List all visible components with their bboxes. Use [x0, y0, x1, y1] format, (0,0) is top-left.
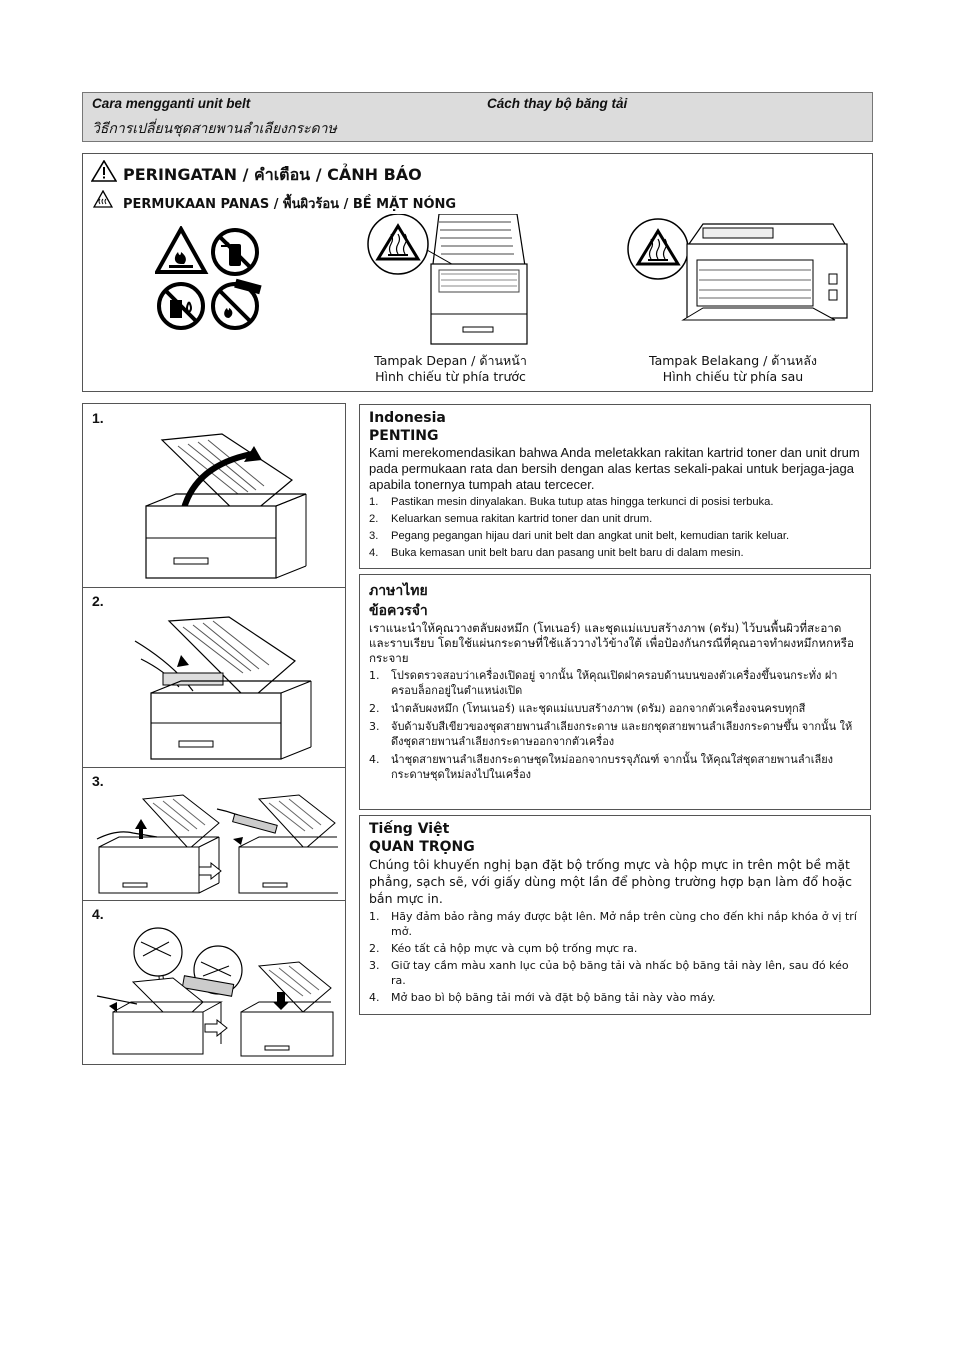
step4-install-belt-illustration: [93, 922, 338, 1060]
language-name: Tiếng Việt: [369, 821, 450, 837]
list-item: 4. Buka kemasan unit belt baru dan pasang unit belt baru di dalam mesin.: [369, 547, 744, 559]
list-item: 4. Mở bao bì bộ băng tải mới và đặt bộ băng tải này vào máy.: [369, 991, 716, 1004]
intro-paragraph: Chúng tôi khuyến nghị bạn đặt bộ trống mực và hộp mực in trên một bề mặt phẳng, sạch sẽ, với giấy dùng một lần để phòng trường hợp bạn làm đổ hoặc bắn mực in.: [369, 857, 853, 906]
step-4: [83, 900, 345, 1064]
title-bar: [82, 92, 873, 142]
intro-paragraph: Kami merekomendasikan bahwa Anda meletakkan rakitan kartrid toner dan unit drum pada permukaan rata dan bersih dengan alas kertas sekali-pakai untuk berjaga-jaga apabila tonernya tumpah atau tercecer.: [369, 445, 860, 492]
back-view-illustration: [623, 214, 853, 334]
list-item: 4. นำชุดสายพานลำเลียงกระดาษชุดใหม่ออกจากบรรจุภัณฑ์ จากนั้น ให้คุณใส่ชุดสายพานลำเลียงกระดาษชุดใหม่ลงไปในเครื่อง: [369, 753, 834, 781]
intro-paragraph: เราแนะนำให้คุณวางตลับผงหมึก (โทเนอร์) และชุดแม่แบบสร้างภาพ (ดรัม) ไว้บนพื้นผิวที่สะอาดและราบเรียบ โดยใช้แผ่นกระดาษที่ใช้แล้ววางไว้ข้างใต้ เพื่อป้องกันกรณีที่คุณอาจทำผงหมึกหกหรือกระจาย: [369, 621, 854, 665]
important-heading: PENTING: [369, 428, 439, 444]
section-thai: [359, 574, 871, 810]
list-item: 1. โปรดตรวจสอบว่าเครื่องเปิดอยู่ จากนั้น ให้คุณเปิดฝาครอบด้านบนของตัวเครื่องขึ้นจนกระทั่ง ฝาครอบล็อกอยู่ในตำแหน่งเปิด: [369, 669, 838, 697]
step-1: [83, 404, 345, 588]
no-spray-icon: [213, 230, 257, 274]
no-fire-disposal-icon: [213, 279, 262, 328]
back-caption-line1: Tampak Belakang / ด้านหลัง: [649, 353, 817, 368]
step-number: 3.: [92, 773, 104, 789]
important-heading: ข้อควรจำ: [369, 603, 428, 619]
back-caption-line2: Hình chiếu từ phía sau: [662, 369, 804, 384]
list-item: 2. นำตลับผงหมึก (โทนเนอร์) และชุดแม่แบบสร้างภาพ (ดรัม) ออกจากตัวเครื่องจนครบทุกสี: [369, 702, 806, 715]
title-vietnamese: Cách thay bộ băng tải: [487, 96, 628, 111]
list-item: 2. Keluarkan semua rakitan kartrid toner dan unit drum.: [369, 513, 653, 525]
language-name: Indonesia: [369, 410, 446, 426]
important-heading: QUAN TRỌNG: [369, 839, 475, 855]
warning-title: PERINGATAN / คำเตือน / CẢNH BÁO: [123, 165, 422, 184]
instruction-list: [369, 909, 861, 1005]
list-item: 1. Hãy đảm bảo rằng máy được bật lên. Mở nắp trên cùng cho đến khi nắp khóa ở vị trí mở.: [369, 910, 857, 938]
list-item: 2. Kéo tất cả hộp mực và cụm bộ trống mực ra.: [369, 942, 638, 955]
section-vietnamese: [359, 815, 871, 1015]
step-number: 1.: [92, 410, 104, 426]
list-item: 3. Pegang pegangan hijau dari unit belt dan angkat unit belt, kemudian tarik keluar.: [369, 530, 790, 542]
flammable-icon: [157, 229, 205, 272]
warning-panel: [82, 153, 873, 392]
instruction-list: [369, 495, 861, 561]
list-item: 1. Pastikan mesin dinyalakan. Buka tutup atas hingga terkunci di posisi terbuka.: [369, 496, 774, 508]
no-liquid-icon: [159, 284, 203, 328]
step-3: [83, 767, 345, 901]
title-thai: วิธีการเปลี่ยนชุดสายพานลำเลียงกระดาษ: [92, 121, 337, 137]
front-caption-line2: Hình chiếu từ phía trước: [375, 369, 526, 384]
language-name: ภาษาไทย: [369, 583, 428, 599]
step-2: [83, 587, 345, 768]
step2-remove-toner-illustration: [133, 607, 323, 762]
instruction-list: [369, 668, 861, 782]
step-number: 2.: [92, 593, 104, 609]
step1-open-cover-illustration: [138, 426, 318, 581]
front-caption-line1: Tampak Depan / ด้านหน้า: [374, 353, 527, 368]
safety-icons-group: [155, 226, 263, 334]
warning-subtitle: PERMUKAAN PANAS / พื้นผิวร้อน / BỀ MẶT NÓNG: [123, 197, 457, 212]
title-indonesian: Cara mengganti unit belt: [92, 96, 251, 111]
section-indonesian: [359, 404, 871, 569]
front-view-illustration: [363, 214, 573, 349]
steps-column: [82, 403, 346, 1065]
step-number: 4.: [92, 906, 104, 922]
warning-triangle-icon: [91, 160, 117, 182]
list-item: 3. จับด้ามจับสีเขียวของชุดสายพานลำเลียงกระดาษ และยกชุดสายพานลำเลียงกระดาษขึ้น จากนั้น ให้ดึงชุดสายพานลำเลียงกระดาษออกจากตัวเครื่อง: [369, 720, 853, 748]
list-item: 3. Giữ tay cầm màu xanh lục của bộ băng tải và nhấc bộ băng tải này lên, sau đó kéo ra.: [369, 959, 849, 987]
hot-surface-small-icon: [93, 190, 113, 208]
step3-pull-belt-illustration: [93, 789, 338, 897]
